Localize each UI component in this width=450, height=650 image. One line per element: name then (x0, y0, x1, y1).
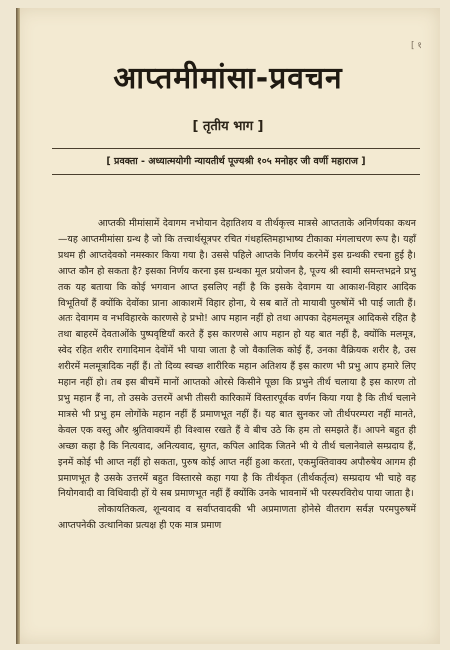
paragraph: आप्तकी मीमांसामें देवागम नभोयान देहातिशय व तीर्थकृत्त्व मात्रसे आप्तताके अनिर्णयका कथन—यह आप्तमीमांसा ग्रन्थ है जो कि तत्त्वार्थसूत्रपर रचित गंधहस्तिमहाभाष्य टीकाका मंगलाचरण रूप है। यहाँ प्रथम ही आप्तदेवको नमस्कार किया गया है। उससे पहिले आप्तके निर्णय करनेमें इस ग्रन्थकी रचना हुई है। आप्त कौन हो सकता है? इसका निर्णय करना इस ग्रन्थका मूल प्रयोजन है, पूज्य श्री स्वामी समन्तभद्रने प्रभु तक यह बताया कि कोई भगवान आप्त इसलिए नहीं है कि इसके देवागम या आकाश-विहार आदिक विभूतियाँ हैं क्योंकि देवोंका प्राना आकाशमें विहार होना, ये सब बातें तो मायावी पुरुषोंमें भी पाई जाती हैं। अतः देवागम व नभविहारके कारणसे हे प्रभो! आप महान नहीं हो तथा आपका देहमलमूत्र आदिकसे रहित है तथा बाहरमें देवताओंके पुष्पवृष्टियाँ करते हैं इस कारणसे आप महान हो यह बात नहीं है, क्योंकि मलमूत्र, स्वेद रहित शरीर रागादिमान देवोंमें भी पाया जाता है जो वैकालिक कोई हैं, उनका वैक्रियक शरीर है, उस शरीरमें मलमूत्रादिक नहीं हैं। तो दिव्य स्वच्छ शारीरिक महान अतिशय हैं इस कारण भी प्रभु आप हमारे लिए महान नहीं हो। तब इस बीचमें मानों आप्तको ओरसे किसीने पूछा कि प्रभुने तीर्थ चलाया है इस कारण तो प्रभु महान हैं ना, तो उसके उत्तरमें अभी तीसरी कारिकामें विस्तारपूर्वक वर्णन किया गया है कि तीर्थ चलाने मात्रसे भी प्रभु हम लोगोंके महान नहीं हैं प्रमाणभूत नहीं हैं। यह बात सुनकर जो तीर्थपरम्परा नहीं मानते, केवल एक वस्तु और श्रुतिवाक्यमें ही विश्वास रखते हैं वे बीच उठे कि हम तो समझते हैं। आपने बहुत ही अच्छा कहा है कि नित्यवाद, अनित्यवाद, सुगत, कपिल आदिक जितने भी ये तीर्थ चलानेवाले सम्प्रदाय हैं, इनमें कोई भी आप्त नहीं हो सकता, पुरुष कोई आप्त नहीं हुआ करता, एकमुक्तिवाक्य अपौरुषेय आगम ही प्रमाणभूत है उसके उत्तरमें बहुत विस्तारसे कहा गया है कि तीर्थकृत (तीर्थकर्तृत्व) सम्प्रदाय भी चाहे वह नियोगवादी वा विधिवादी हों ये सब प्रमाणभूत नहीं हैं क्योंकि उनके भावनामें भी परस्परविरोध पाया जाता है। (58, 218, 416, 500)
body-text (58, 216, 416, 534)
page-number: [ १ (410, 41, 422, 51)
page-title: आप्तमीमांसा-प्रवचन (113, 61, 343, 96)
top-rule (52, 148, 420, 149)
byline: [ प्रवक्ता - अध्यात्मयोगी न्यायतीर्थ पूज्यश्री १०५ मनोहर जी वर्णी महाराज ] (106, 156, 366, 167)
part-label: [ तृतीय भाग ] (192, 119, 264, 134)
bottom-rule (52, 174, 420, 175)
document-page (16, 8, 440, 644)
page-left-edge (16, 8, 20, 644)
paragraph: लोकायतिकत्व, शून्यवाद व सर्वाप्तवादकी भी अप्रमाणता होनेसे वीतराग सर्वज्ञ परमपुरुषमें आप्तपनेकी उत्थानिका प्रत्यक्ष ही एक मात्र प्रमाण (58, 504, 416, 532)
